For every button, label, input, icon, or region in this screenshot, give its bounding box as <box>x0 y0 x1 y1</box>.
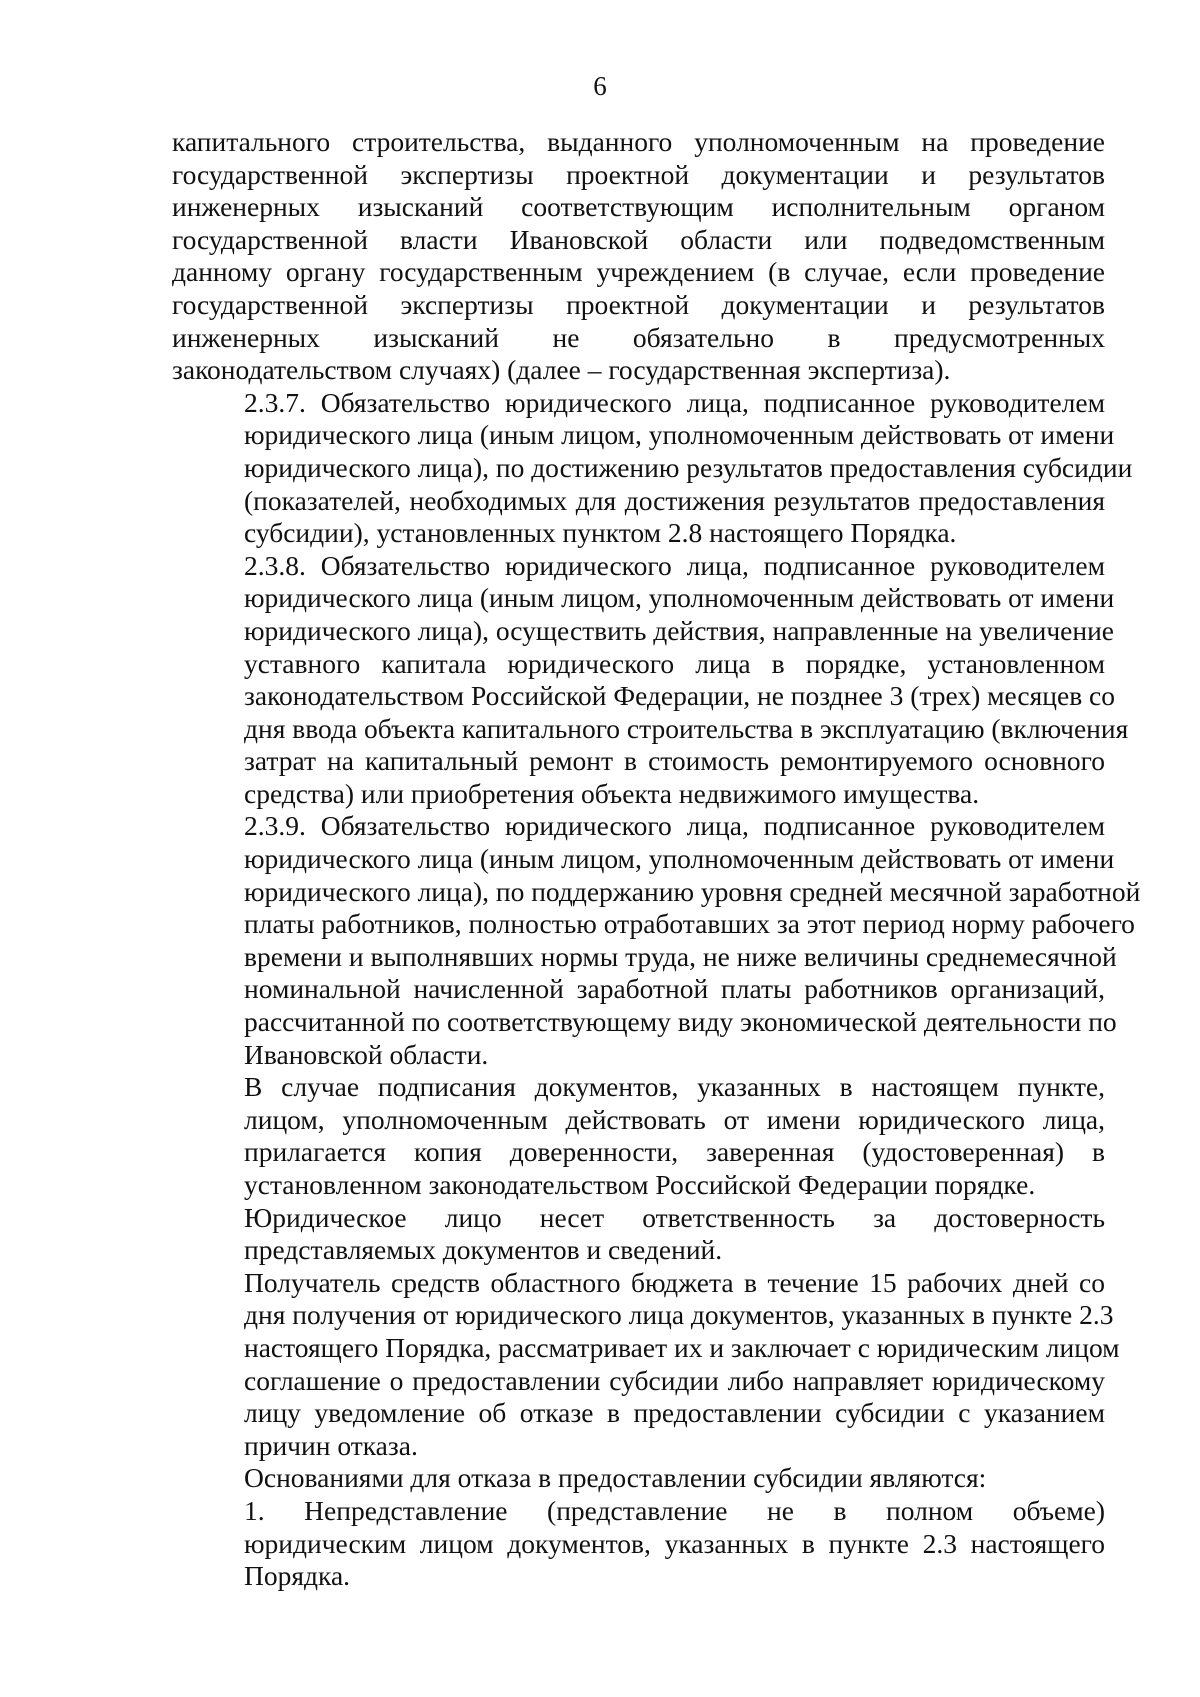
text-line: рассчитанной по соответствующему виду экономической деятельности по <box>244 1006 1117 1038</box>
text-line: Юридическое лицо несет ответственность за достоверность <box>244 1201 1105 1233</box>
text-line: юридического лица (иным лицом, уполномоченным действовать от имени <box>244 419 1115 451</box>
paragraph <box>172 810 1141 1071</box>
text-line: прилагается копия доверенности, заверенная (удостоверенная) в <box>244 1136 1105 1168</box>
text-line: установленном законодательством Российской Федерации порядке. <box>244 1169 1036 1200</box>
text-line: юридического лица), осуществить действия, направленные на увеличение <box>244 614 1115 646</box>
text-line: В случае подписания документов, указанных в настоящем пункте, <box>244 1071 1105 1103</box>
paragraph <box>172 1202 1105 1267</box>
text-line: дня ввода объекта капитального строительства в эксплуатацию (включения <box>244 712 1129 744</box>
text-line: представляемых документов и сведений. <box>244 1234 723 1266</box>
document-body <box>172 126 1141 1593</box>
text-line: инженерных изысканий соответствующим исполнительным органом <box>172 191 1105 223</box>
text-line: юридического лица (иным лицом, уполномоченным действовать от имени <box>244 843 1115 875</box>
text-line: юридического лица), по поддержанию уровня средней месячной заработной <box>244 875 1141 907</box>
text-line: Ивановской области. <box>244 1038 489 1070</box>
text-line: уставного капитала юридического лица в порядке, установленном <box>244 647 1105 679</box>
text-line: Получатель средств областного бюджета в течение 15 рабочих дней со <box>244 1266 1105 1298</box>
text-line: Основаниями для отказа в предоставлении субсидии являются: <box>244 1462 987 1494</box>
text-line: государственной экспертизы проектной документации и результатов <box>172 288 1105 320</box>
text-line: 2.3.7. Обязательство юридического лица, подписанное руководителем <box>244 386 1105 418</box>
text-line: юридическим лицом документов, указанных в пункте 2.3 настоящего <box>244 1527 1105 1559</box>
text-line: капитального строительства, выданного уполномоченным на проведение <box>172 126 1105 157</box>
paragraph <box>172 1495 1105 1593</box>
paragraph <box>172 1266 1120 1463</box>
text-line: соглашение о предоставлении субсидии либо направляет юридическому <box>244 1364 1105 1396</box>
paragraph <box>172 1462 1105 1495</box>
text-line: времени и выполнявших нормы труда, не ниже величины среднемесячной <box>244 940 1117 972</box>
text-line: платы работников, полностью отработавших за этот период норму рабочего <box>244 908 1135 940</box>
text-line: государственной экспертизы проектной документации и результатов <box>172 158 1105 190</box>
text-line: законодательством случаях) (далее – государственная экспертиза). <box>172 354 951 386</box>
paragraph <box>172 126 1105 387</box>
text-line: государственной власти Ивановской области или подведомственным <box>172 223 1105 255</box>
text-line: настоящего Порядка, рассматривает их и заключает с юридическим лицом <box>244 1331 1120 1363</box>
text-line: средства) или приобретения объекта недвижимого имущества. <box>244 777 980 809</box>
text-line: затрат на капитальный ремонт в стоимость ремонтируемого основного <box>244 745 1105 777</box>
text-line: инженерных изысканий не обязательно в предусмотренных <box>172 321 1105 353</box>
text-line: лицу уведомление об отказе в предоставлении субсидии с указанием <box>244 1397 1105 1429</box>
paragraph <box>172 1071 1105 1201</box>
text-line: причин отказа. <box>244 1429 418 1461</box>
paragraph <box>172 386 1133 550</box>
paragraph <box>172 549 1129 811</box>
text-line: субсидии), установленных пунктом 2.8 настоящего Порядка. <box>244 517 957 549</box>
text-line: лицом, уполномоченным действовать от имени юридического лица, <box>244 1103 1105 1135</box>
text-line: 2.3.9. Обязательство юридического лица, подписанное руководителем <box>244 810 1105 842</box>
text-line: юридического лица), по достижению результатов предоставления субсидии <box>244 451 1133 483</box>
text-line: 2.3.8. Обязательство юридического лица, подписанное руководителем <box>244 549 1105 581</box>
text-line: дня получения от юридического лица документов, указанных в пункте 2.3 <box>244 1299 1114 1331</box>
text-line: номинальной начисленной заработной платы работников организаций, <box>244 973 1105 1005</box>
page-number: 6 <box>593 71 607 101</box>
text-line: данному органу государственным учреждением (в случае, если проведение <box>172 256 1105 288</box>
text-line: 1. Непредставление (представление не в полном объеме) <box>244 1494 1105 1526</box>
text-line: Порядка. <box>244 1560 351 1592</box>
text-line: (показателей, необходимых для достижения результатов предоставления <box>244 484 1105 516</box>
text-line: юридического лица (иным лицом, уполномоченным действовать от имени <box>244 582 1115 614</box>
text-line: законодательством Российской Федерации, не позднее 3 (трех) месяцев со <box>244 680 1116 712</box>
